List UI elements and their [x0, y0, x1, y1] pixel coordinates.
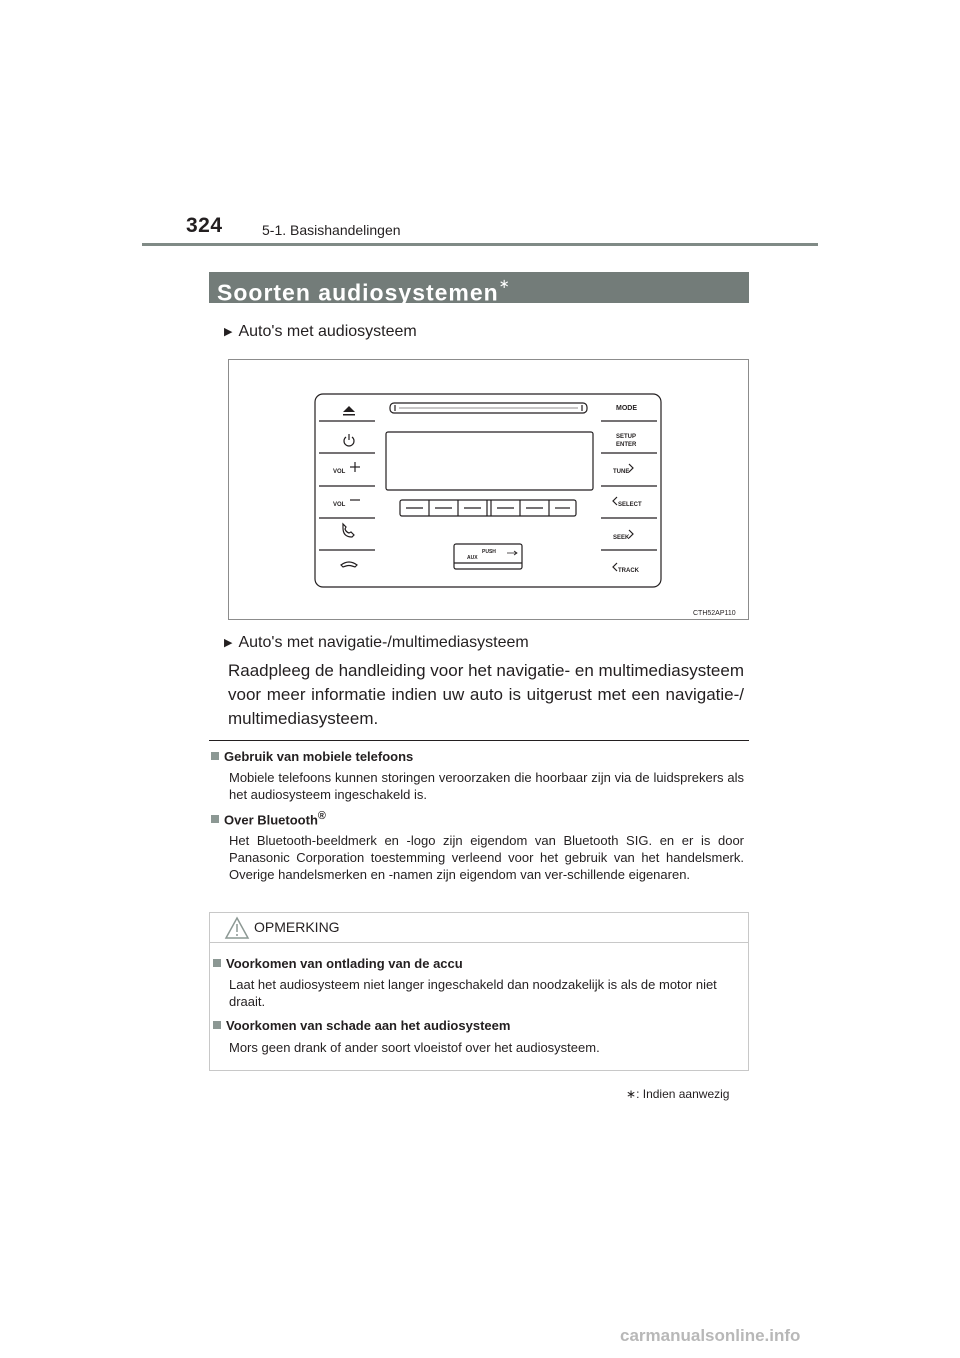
seek-button-label: SEEK — [613, 535, 630, 541]
select-button-label: SELECT — [618, 502, 642, 508]
audio-unit-illustration — [229, 360, 748, 619]
audio-unit-figure — [228, 359, 749, 620]
note-body: Mobiele telefoons kunnen storingen veroorzaken die hoorbaar zijn via de luidsprekers als het audiosysteem ingeschakeld is. — [229, 770, 744, 802]
warning-title: OPMERKING — [254, 919, 340, 935]
vol-up-label: VOL — [333, 469, 346, 475]
triangle-bullet-icon: ▶ — [224, 326, 233, 338]
enter-button-label: ENTER — [616, 442, 637, 448]
figure-code: CTH52AP110 — [693, 610, 736, 617]
bullet-audio-system — [224, 323, 417, 341]
bullet-label: Auto's met navigatie-/multimediasysteem — [238, 634, 529, 651]
mode-button-label: MODE — [616, 405, 637, 412]
warning-triangle-icon — [224, 916, 250, 940]
square-bullet-icon — [213, 1021, 221, 1029]
push-label: PUSH — [482, 549, 496, 555]
optional-mark: ∗ — [498, 276, 511, 291]
bullet-label: Auto's met audiosysteem — [238, 323, 417, 340]
section-title: Soorten audiosystemen — [217, 279, 499, 306]
track-button-label: TRACK — [618, 568, 639, 574]
note-heading: Gebruik van mobiele telefoons — [211, 749, 413, 764]
warning-body: Laat het audiosysteem niet langer ingeschakeld dan noodzakelijk is als de motor niet draait. — [229, 977, 717, 1009]
setup-button-label: SETUP — [616, 434, 637, 440]
warning-body: Mors geen drank of ander soort vloeistof over het audiosysteem. — [229, 1040, 600, 1055]
square-bullet-icon — [213, 959, 221, 967]
optional-mark: ∗ — [626, 1087, 637, 1101]
warning-separator — [210, 942, 748, 943]
header-rule — [142, 243, 818, 246]
note-heading: Over Bluetooth® — [211, 810, 326, 827]
intro-paragraph: Raadpleeg de handleiding voor het navigatie- en multimediasysteem voor meer informatie indien uw auto is uitgerust met een navigatie-/ multimediasysteem. — [228, 661, 744, 728]
note-body: Het Bluetooth-beeldmerk en -logo zijn eigendom van Bluetooth SIG. en er is door Panasonic Corporation toestemming verleend voor het gebruik van het handelsmerk. Overige handelsmerken en -namen zijn eigendom van ver-schillende eigenaren. — [229, 833, 744, 882]
warning-heading: Voorkomen van schade aan het audiosysteem — [213, 1018, 510, 1033]
footnote-text: : Indien aanwezig — [636, 1087, 730, 1101]
square-bullet-icon — [211, 815, 219, 823]
triangle-bullet-icon: ▶ — [224, 637, 233, 649]
watermark: carmanualsonline.info — [620, 1326, 801, 1345]
warning-heading: Voorkomen van ontlading van de accu — [213, 956, 463, 971]
footnote — [626, 1087, 729, 1101]
aux-label: AUX — [467, 555, 478, 561]
section-label: 5-1. Basishandelingen — [262, 222, 401, 238]
section-title-bar — [209, 272, 749, 306]
vol-down-label: VOL — [333, 502, 346, 508]
divider — [209, 740, 749, 741]
tune-button-label: TUNE — [613, 469, 630, 475]
square-bullet-icon — [211, 752, 219, 760]
page-number: 324 — [186, 214, 223, 237]
registered-mark: ® — [317, 810, 326, 822]
bullet-navigation-system — [224, 634, 529, 652]
